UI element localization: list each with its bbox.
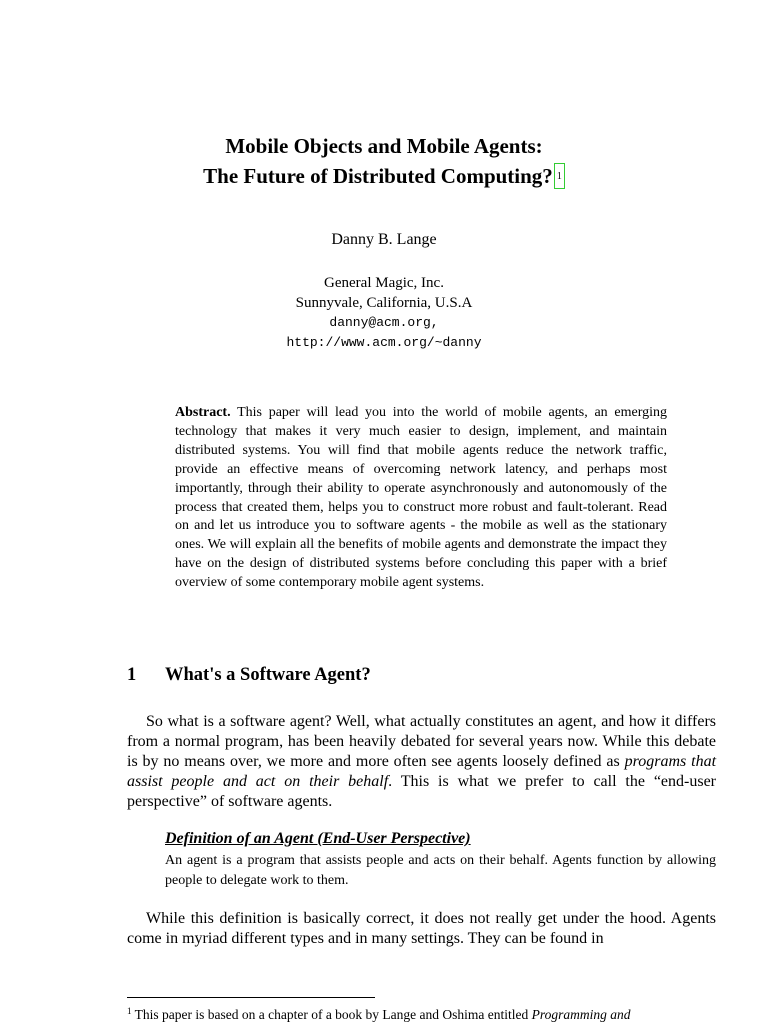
paper-title xyxy=(0,131,768,191)
para1-text-a: So what is a software agent? Well, what actually constitutes an agent, and how it differs from a normal program, has been heavily debated for several years now. While this debate is by no means over, we more and more often see agents loosely defined as xyxy=(127,713,716,770)
section-1-paragraph-1 xyxy=(127,712,716,812)
abstract-text: This paper will lead you into the world of mobile agents, an emerging technology that makes it very much easier to design, implement, and maintain distributed systems. You will find that mobile agents reduce the network traffic, provide an effective means of overcoming network latency, and perhaps most importantly, through their ability to operate asynchronously and autonomously of the process that created them, helps you to construct more robust and fault-tolerant. Read on and let us introduce you to software agents - the mobile as well as the stationary ones. We will explain all the benefits of mobile agents and demonstrate the impact they have on the design of distributed systems before concluding this paper with a brief overview of some contemporary mobile agent systems. xyxy=(175,405,667,591)
title-footnote-link[interactable]: 1 xyxy=(554,163,565,189)
author-email: danny@acm.org, xyxy=(329,315,439,330)
title-line-2-text: The Future of Distributed Computing? xyxy=(203,164,553,188)
para1-text-b: . This is what we prefer to call the “end-user perspective” of software agents. xyxy=(127,773,717,810)
footnote-separator xyxy=(127,997,375,998)
abstract-label: Abstract. xyxy=(175,405,231,420)
title-line-2 xyxy=(0,161,768,191)
title-line-1: Mobile Objects and Mobile Agents: xyxy=(225,134,543,158)
affiliation-block xyxy=(0,273,768,353)
definition-text: An agent is a program that assists people and acts on their behalf. Agents function by allowing people to delegate work to them. xyxy=(165,853,716,888)
affiliation-org: General Magic, Inc. xyxy=(324,275,444,291)
footnote-mark: 1 xyxy=(127,1006,132,1016)
definition-title: Definition of an Agent (End-User Perspective) xyxy=(165,830,471,847)
section-1-heading xyxy=(127,665,371,686)
footnote-text: This paper is based on a chapter of a book by Lange and Oshima entitled xyxy=(131,1007,532,1022)
section-1-number: 1 xyxy=(127,665,137,685)
footnote xyxy=(127,1007,727,1023)
footnote-italic: Programming and xyxy=(531,1007,631,1022)
author-url: http://www.acm.org/~danny xyxy=(286,335,482,350)
affiliation-location: Sunnyvale, California, U.S.A xyxy=(295,295,473,311)
section-1-title: What's a Software Agent? xyxy=(165,665,371,685)
para1-italic: programs that assist people and act on their behalf xyxy=(127,753,717,790)
section-1-paragraph-2: While this definition is basically correct, it does not really get under the hood. Agents come in myriad different types and in many settings. They can be found in xyxy=(127,910,716,947)
abstract xyxy=(175,404,667,593)
author-name: Danny B. Lange xyxy=(331,231,437,248)
